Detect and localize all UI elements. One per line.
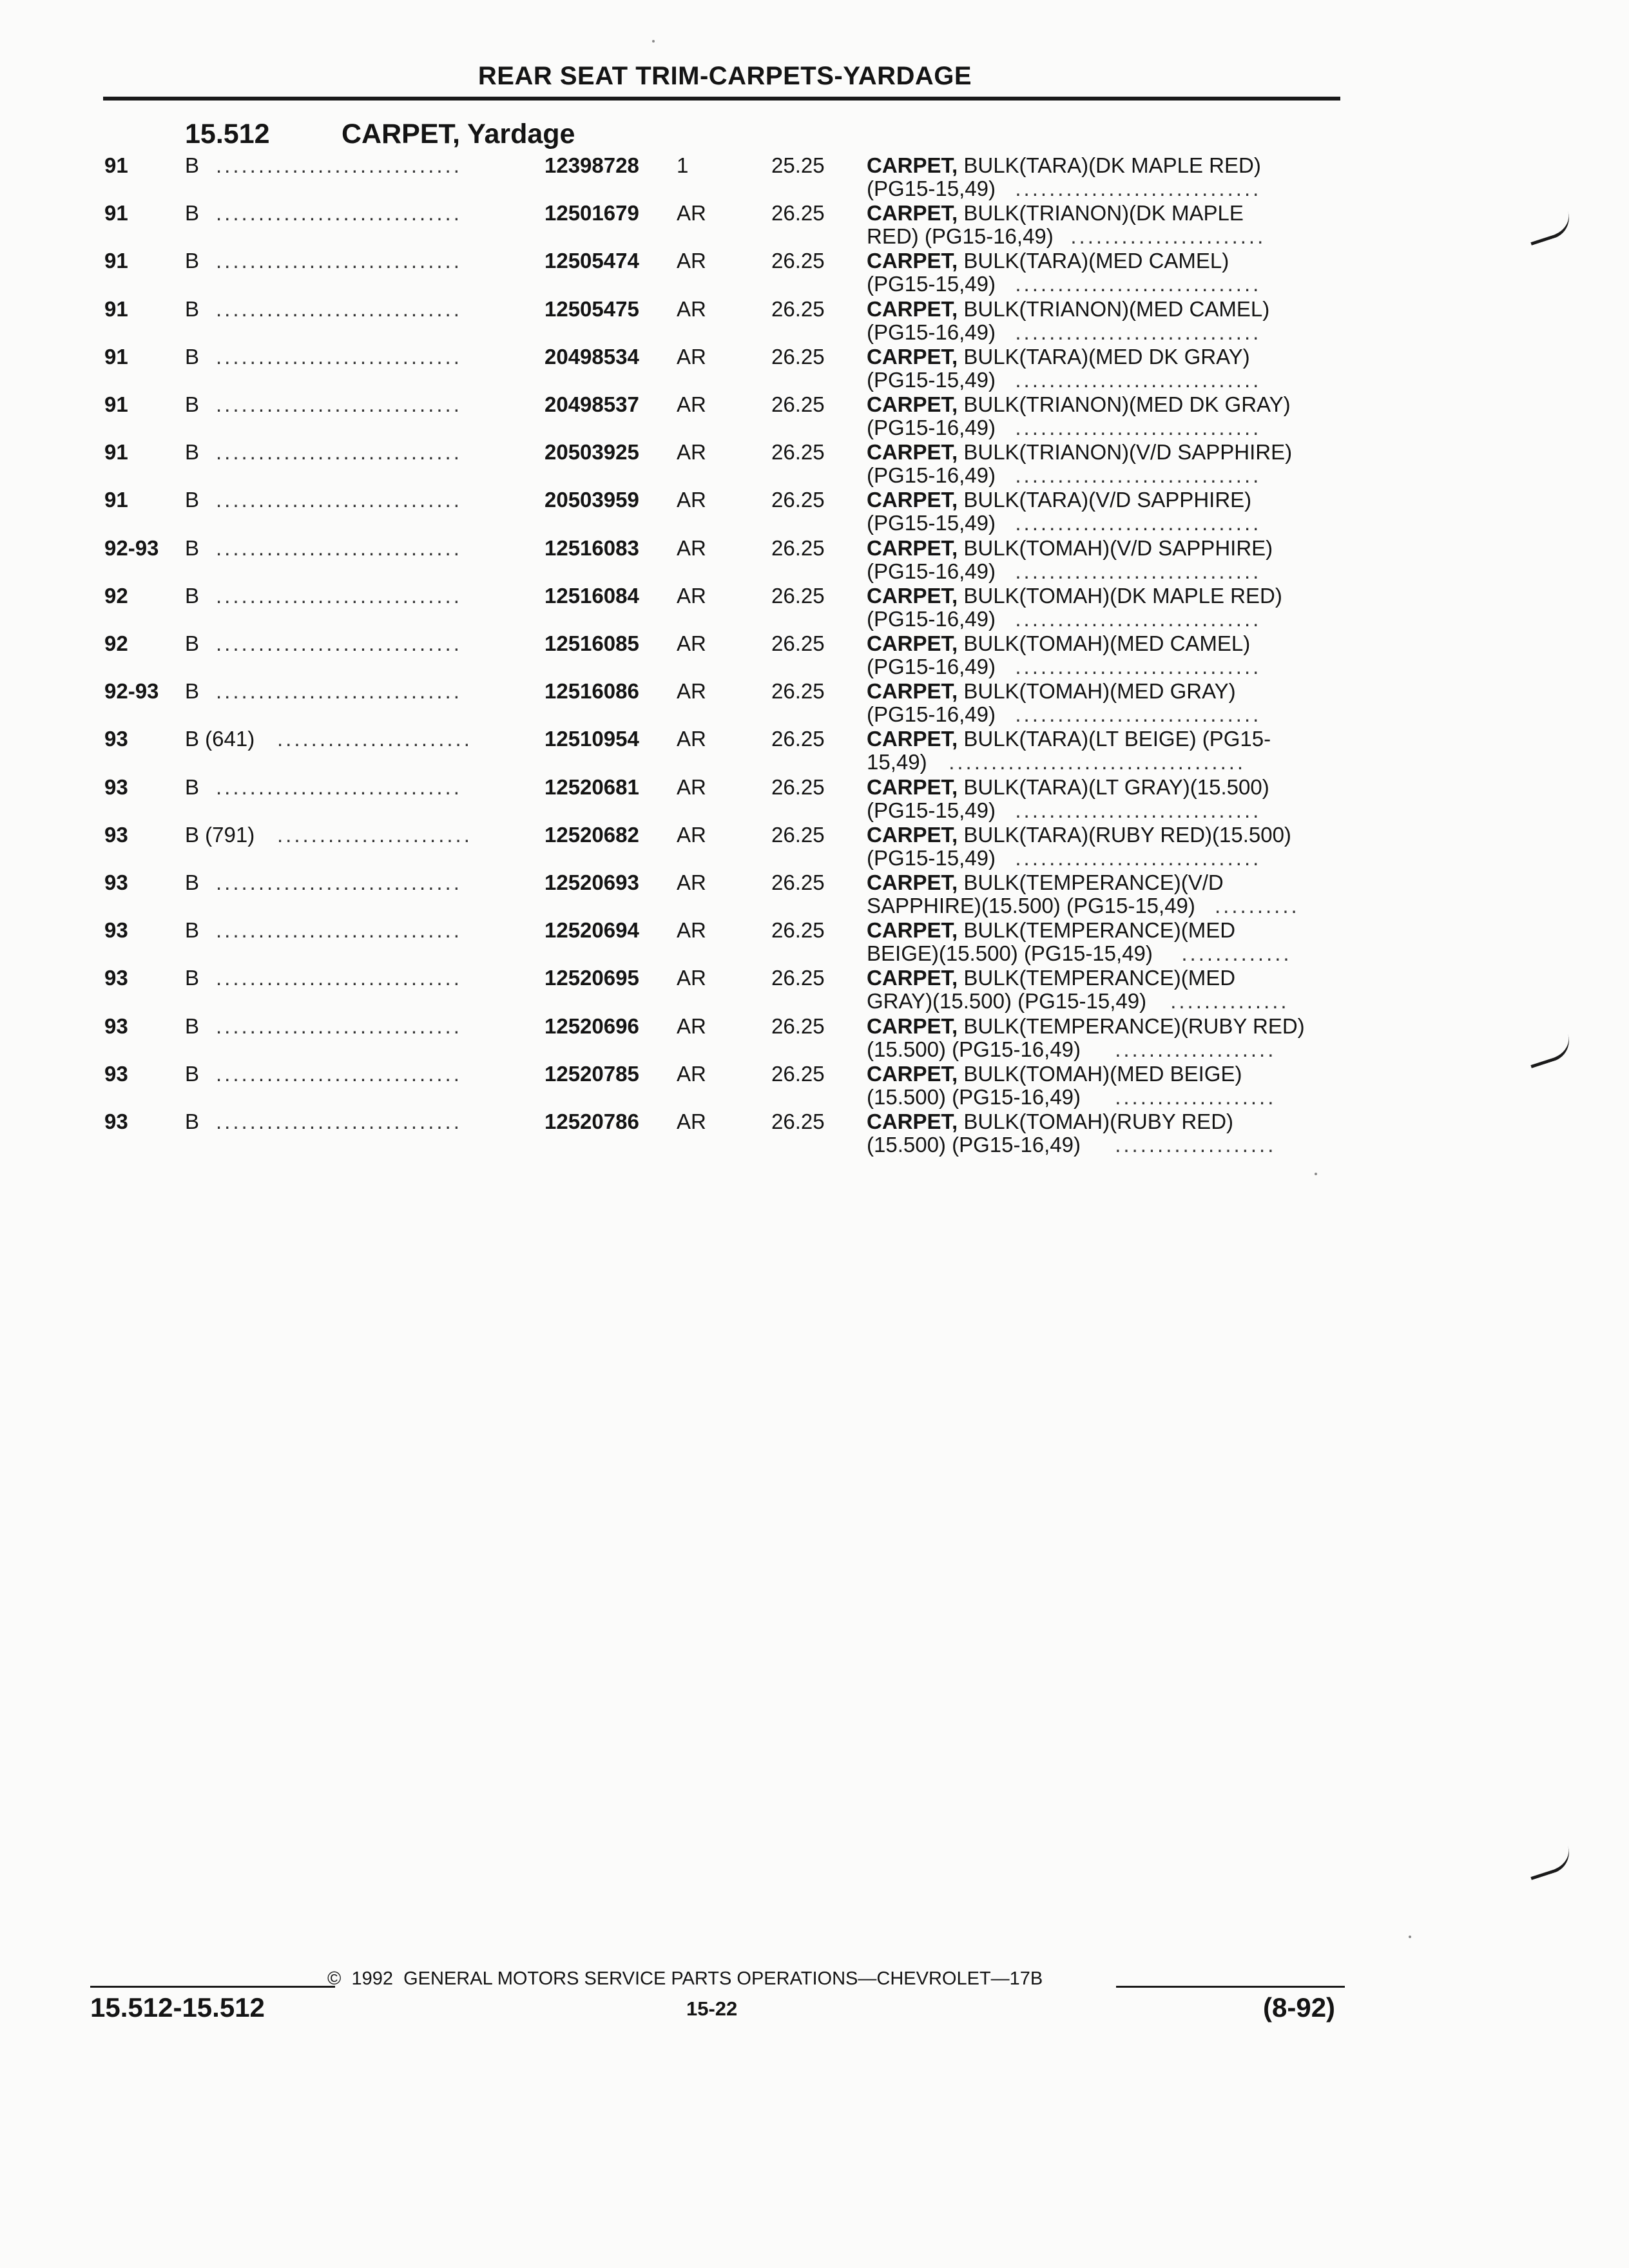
paper-speck <box>1409 1936 1411 1938</box>
description <box>867 440 1292 464</box>
leader-dots: ............................. <box>216 201 462 226</box>
body-code: B <box>185 1110 200 1133</box>
group-number: 25.25 <box>771 153 825 177</box>
description-continued: (PG15-15,49) <box>867 272 996 296</box>
leader-dots: ............................. <box>1015 320 1262 344</box>
group-number: 26.25 <box>771 774 825 799</box>
description <box>867 536 1273 560</box>
leader-dots: ............................. <box>216 774 462 799</box>
table-row <box>0 678 1629 726</box>
model-year: 92 <box>104 583 128 608</box>
description <box>867 679 1236 703</box>
paper-speck <box>1315 1173 1317 1175</box>
group-number: 26.25 <box>771 296 825 321</box>
description-continued: (15.500) (PG15-16,49) <box>867 1037 1081 1061</box>
description-noun: CARPET, <box>867 727 958 751</box>
description-noun: CARPET, <box>867 153 958 177</box>
leader-dots: ............................. <box>216 679 462 704</box>
table-row <box>0 391 1629 439</box>
description <box>867 870 1224 894</box>
part-number: 12520681 <box>545 774 639 799</box>
description-continued: (PG15-16,49) <box>867 320 996 344</box>
group-number: 26.25 <box>771 727 825 751</box>
leader-dots: ............................. <box>1015 798 1262 822</box>
paper-speck <box>652 40 655 43</box>
table-row <box>0 247 1629 295</box>
description <box>867 1062 1242 1086</box>
description <box>867 345 1250 369</box>
leader-dots: .......... <box>1215 894 1300 918</box>
part-number: 12520693 <box>545 870 639 894</box>
description-noun: CARPET, <box>867 249 958 273</box>
leader-dots: ............................. <box>1015 367 1262 392</box>
description-text: BULK(TARA)(MED DK GRAY) <box>958 344 1250 369</box>
description-text: BULK(TOMAH)(RUBY RED) <box>958 1110 1234 1133</box>
part-number: 12520696 <box>545 1014 639 1038</box>
description <box>867 584 1282 608</box>
leader-dots: ............................. <box>1015 845 1262 870</box>
description-text: BULK(TARA)(RUBY RED)(15.500) <box>958 822 1291 847</box>
description <box>867 918 1235 942</box>
section-number: 15.512 <box>185 119 270 149</box>
description-text: BULK(TRIANON)(V/D SAPPHIRE) <box>958 440 1293 465</box>
table-row <box>0 774 1629 822</box>
model-year: 91 <box>104 249 128 273</box>
group-number: 26.25 <box>771 870 825 894</box>
quantity: AR <box>677 249 706 273</box>
model-year: 93 <box>104 918 128 943</box>
quantity: AR <box>677 488 706 512</box>
leader-dots: ............................. <box>216 535 462 560</box>
description-text: BULK(TEMPERANCE)(MED <box>958 918 1236 943</box>
description-text: BULK(TOMAH)(MED BEIGE) <box>958 1061 1242 1086</box>
quantity: AR <box>677 535 706 560</box>
leader-dots: ............................. <box>1015 511 1262 535</box>
table-row <box>0 296 1629 343</box>
body-code: B <box>185 153 200 177</box>
description-noun: CARPET, <box>867 1061 958 1086</box>
table-row <box>0 726 1629 773</box>
part-number: 20503959 <box>545 488 639 512</box>
description-text: BULK(TOMAH)(DK MAPLE RED) <box>958 583 1282 608</box>
body-code: B <box>185 966 200 990</box>
description-noun: CARPET, <box>867 1014 958 1038</box>
leader-dots: ............................. <box>1015 177 1262 200</box>
body-code: B <box>185 344 200 369</box>
quantity: AR <box>677 1061 706 1086</box>
description-noun: CARPET, <box>867 1110 958 1133</box>
description-continued: RED) (PG15-16,49) <box>867 224 1054 249</box>
description-continued: GRAY)(15.500) (PG15-15,49) <box>867 989 1147 1014</box>
leader-dots: ............................. <box>216 631 462 655</box>
model-year: 93 <box>104 966 128 990</box>
body-code: B <box>185 296 200 321</box>
model-year: 93 <box>104 727 128 751</box>
part-number: 12520785 <box>545 1061 639 1086</box>
leader-dots: ............................. <box>216 392 462 416</box>
leader-dots: ............................. <box>216 1014 462 1038</box>
leader-dots: ............................. <box>1015 272 1262 296</box>
description-text: BULK(TARA)(V/D SAPPHIRE) <box>958 488 1252 512</box>
model-year: 93 <box>104 774 128 799</box>
quantity: AR <box>677 966 706 990</box>
leader-dots: ............................. <box>216 870 462 894</box>
footer-date: (8-92) <box>1263 1992 1336 2023</box>
leader-dots: .............. <box>1170 989 1289 1014</box>
group-number: 26.25 <box>771 1110 825 1133</box>
description <box>867 201 1244 225</box>
description <box>867 823 1291 847</box>
page-title: REAR SEAT TRIM-CARPETS-YARDAGE <box>477 62 972 90</box>
quantity: AR <box>677 583 706 608</box>
description-continued: BEIGE)(15.500) (PG15-15,49) <box>867 941 1153 966</box>
quantity: AR <box>677 344 706 369</box>
description <box>867 775 1269 799</box>
leader-dots: ............. <box>1181 941 1292 966</box>
model-year: 93 <box>104 870 128 894</box>
part-number: 20503925 <box>545 440 639 465</box>
model-year: 91 <box>104 296 128 321</box>
description-noun: CARPET, <box>867 583 958 608</box>
leader-dots: ............................. <box>216 344 462 369</box>
quantity: AR <box>677 727 706 751</box>
table-row <box>0 486 1629 534</box>
part-number: 20498537 <box>545 392 639 416</box>
table-row <box>0 152 1629 200</box>
part-number: 12505474 <box>545 249 639 273</box>
model-year: 91 <box>104 153 128 177</box>
leader-dots: ............................. <box>1015 606 1262 631</box>
part-number: 12520786 <box>545 1110 639 1133</box>
description-continued: (15.500) (PG15-16,49) <box>867 1084 1081 1109</box>
leader-dots: ............................. <box>1015 463 1262 488</box>
quantity: 1 <box>677 153 689 177</box>
group-number: 26.25 <box>771 918 825 943</box>
footer-rule-right <box>1116 1986 1345 1988</box>
table-row <box>0 1108 1629 1156</box>
part-number: 12520695 <box>545 966 639 990</box>
margin-tick-mark <box>1525 1846 1575 1880</box>
description-text: BULK(TEMPERANCE)(V/D <box>958 870 1224 894</box>
description-continued: (PG15-15,49) <box>867 798 996 822</box>
model-year: 91 <box>104 440 128 465</box>
quantity: AR <box>677 296 706 321</box>
description-noun: CARPET, <box>867 822 958 847</box>
description-text: BULK(TARA)(DK MAPLE RED) <box>958 153 1261 177</box>
group-number: 26.25 <box>771 535 825 560</box>
description-noun: CARPET, <box>867 296 958 321</box>
leader-dots: ............................. <box>1015 559 1262 583</box>
leader-dots: ............................. <box>216 440 462 465</box>
footer-copyright: © 1992 GENERAL MOTORS SERVICE PARTS OPERATIONS—CHEVROLET—17B <box>327 1968 1043 1989</box>
table-row <box>0 822 1629 869</box>
leader-dots: ............................. <box>216 966 462 990</box>
description <box>867 631 1250 655</box>
model-year: 92-93 <box>104 679 159 704</box>
part-number: 12505475 <box>545 296 639 321</box>
description-continued: (PG15-16,49) <box>867 463 996 488</box>
header-rule <box>103 97 1340 101</box>
description <box>867 488 1251 512</box>
quantity: AR <box>677 918 706 943</box>
description <box>867 1110 1233 1133</box>
part-number: 12520694 <box>545 918 639 943</box>
part-number: 12516083 <box>545 535 639 560</box>
table-row <box>0 343 1629 391</box>
footer-section-range: 15.512-15.512 <box>90 1992 265 2023</box>
leader-dots: ................... <box>1115 1084 1277 1109</box>
part-number: 12520682 <box>545 822 639 847</box>
table-row <box>0 1061 1629 1108</box>
description-text: BULK(TEMPERANCE)(MED <box>958 966 1236 990</box>
description-noun: CARPET, <box>867 535 958 560</box>
leader-dots: ............................. <box>216 1061 462 1086</box>
description-noun: CARPET, <box>867 631 958 655</box>
part-number: 20498534 <box>545 344 639 369</box>
body-code: B <box>185 870 200 894</box>
group-number: 26.25 <box>771 1014 825 1038</box>
table-row <box>0 869 1629 917</box>
part-number: 12501679 <box>545 201 639 226</box>
description-continued: (PG15-15,49) <box>867 177 996 200</box>
description-continued: (PG15-16,49) <box>867 655 996 678</box>
quantity: AR <box>677 822 706 847</box>
quantity: AR <box>677 774 706 799</box>
group-number: 26.25 <box>771 679 825 704</box>
description-noun: CARPET, <box>867 774 958 799</box>
quantity: AR <box>677 679 706 704</box>
leader-dots: ............................. <box>1015 702 1262 727</box>
part-number: 12516084 <box>545 583 639 608</box>
group-number: 26.25 <box>771 440 825 465</box>
description-text: BULK(TRIANON)(MED CAMEL) <box>958 296 1270 321</box>
description-text: BULK(TARA)(LT GRAY)(15.500) <box>958 774 1269 799</box>
leader-dots: ................... <box>1115 1037 1277 1061</box>
description-text: BULK(TARA)(MED CAMEL) <box>958 249 1229 273</box>
description <box>867 727 1271 751</box>
description-continued: (PG15-16,49) <box>867 559 996 583</box>
description <box>867 153 1261 177</box>
table-row <box>0 582 1629 630</box>
leader-dots: ............................. <box>1015 416 1262 439</box>
description-continued: (PG15-16,49) <box>867 606 996 631</box>
leader-dots: ............................. <box>216 1110 462 1133</box>
model-year: 91 <box>104 201 128 226</box>
description-continued: (15.500) (PG15-16,49) <box>867 1133 1081 1157</box>
table-row <box>0 917 1629 965</box>
body-code: B (791) <box>185 822 255 847</box>
part-number: 12516086 <box>545 679 639 704</box>
body-code: B <box>185 631 200 655</box>
body-code: B <box>185 1061 200 1086</box>
description-noun: CARPET, <box>867 344 958 369</box>
description <box>867 249 1229 273</box>
description-text: BULK(TEMPERANCE)(RUBY RED) <box>958 1014 1305 1038</box>
model-year: 91 <box>104 344 128 369</box>
description-noun: CARPET, <box>867 870 958 894</box>
description-continued: SAPPHIRE)(15.500) (PG15-15,49) <box>867 894 1195 918</box>
leader-dots: ............................. <box>216 583 462 608</box>
model-year: 93 <box>104 822 128 847</box>
body-code: B <box>185 392 200 416</box>
model-year: 93 <box>104 1061 128 1086</box>
model-year: 93 <box>104 1014 128 1038</box>
model-year: 93 <box>104 1110 128 1133</box>
description <box>867 392 1291 416</box>
section-title: CARPET, Yardage <box>342 119 575 149</box>
description-text: BULK(TOMAH)(MED GRAY) <box>958 679 1236 704</box>
description <box>867 966 1235 990</box>
description-noun: CARPET, <box>867 392 958 416</box>
leader-dots: ....................... <box>1070 224 1266 249</box>
body-code: B <box>185 201 200 226</box>
table-row <box>0 965 1629 1012</box>
leader-dots: ............................. <box>216 249 462 273</box>
table-row <box>0 630 1629 678</box>
body-code: B <box>185 583 200 608</box>
part-number: 12398728 <box>545 153 639 177</box>
quantity: AR <box>677 392 706 416</box>
quantity: AR <box>677 870 706 894</box>
model-year: 91 <box>104 488 128 512</box>
part-number: 12516085 <box>545 631 639 655</box>
body-code: B <box>185 535 200 560</box>
part-number: 12510954 <box>545 727 639 751</box>
group-number: 26.25 <box>771 631 825 655</box>
group-number: 26.25 <box>771 201 825 226</box>
quantity: AR <box>677 1110 706 1133</box>
leader-dots: ............................. <box>216 296 462 321</box>
group-number: 26.25 <box>771 488 825 512</box>
description-continued: (PG15-15,49) <box>867 367 996 392</box>
model-year: 92 <box>104 631 128 655</box>
group-number: 26.25 <box>771 392 825 416</box>
group-number: 26.25 <box>771 1061 825 1086</box>
group-number: 26.25 <box>771 966 825 990</box>
leader-dots: ............................. <box>216 488 462 512</box>
leader-dots: ....................... <box>277 727 472 751</box>
leader-dots: ................... <box>1115 1133 1277 1157</box>
table-row <box>0 200 1629 247</box>
group-number: 26.25 <box>771 583 825 608</box>
description-continued: (PG15-16,49) <box>867 416 996 439</box>
description-noun: CARPET, <box>867 918 958 943</box>
description-text: BULK(TRIANON)(DK MAPLE <box>958 201 1244 226</box>
table-row <box>0 439 1629 486</box>
table-row <box>0 535 1629 582</box>
description-text: BULK(TRIANON)(MED DK GRAY) <box>958 392 1291 416</box>
leader-dots: ............................. <box>216 918 462 943</box>
description-noun: CARPET, <box>867 488 958 512</box>
description-text: BULK(TOMAH)(MED CAMEL) <box>958 631 1251 655</box>
leader-dots: ............................. <box>1015 655 1262 678</box>
description-noun: CARPET, <box>867 679 958 704</box>
description-text: BULK(TARA)(LT BEIGE) (PG15- <box>958 727 1271 751</box>
leader-dots: ............................. <box>216 153 462 177</box>
description <box>867 1014 1305 1038</box>
quantity: AR <box>677 631 706 655</box>
description-noun: CARPET, <box>867 966 958 990</box>
quantity: AR <box>677 201 706 226</box>
description-noun: CARPET, <box>867 440 958 465</box>
footer-page-number: 15-22 <box>686 1997 738 2020</box>
group-number: 26.25 <box>771 822 825 847</box>
quantity: AR <box>677 1014 706 1038</box>
table-row <box>0 1013 1629 1061</box>
model-year: 91 <box>104 392 128 416</box>
description-continued: (PG15-15,49) <box>867 511 996 535</box>
description <box>867 297 1269 321</box>
quantity: AR <box>677 440 706 465</box>
description-continued: 15,49) <box>867 750 927 774</box>
body-code: B <box>185 488 200 512</box>
body-code: B (641) <box>185 727 255 751</box>
body-code: B <box>185 679 200 704</box>
leader-dots: ....................... <box>277 822 472 847</box>
group-number: 26.25 <box>771 344 825 369</box>
description-continued: (PG15-15,49) <box>867 845 996 870</box>
body-code: B <box>185 918 200 943</box>
leader-dots: ................................... <box>949 750 1246 774</box>
model-year: 92-93 <box>104 535 159 560</box>
body-code: B <box>185 1014 200 1038</box>
description-continued: (PG15-16,49) <box>867 702 996 727</box>
description-noun: CARPET, <box>867 201 958 226</box>
footer-rule-left <box>90 1986 335 1988</box>
body-code: B <box>185 249 200 273</box>
body-code: B <box>185 440 200 465</box>
group-number: 26.25 <box>771 249 825 273</box>
body-code: B <box>185 774 200 799</box>
description-text: BULK(TOMAH)(V/D SAPPHIRE) <box>958 535 1273 560</box>
